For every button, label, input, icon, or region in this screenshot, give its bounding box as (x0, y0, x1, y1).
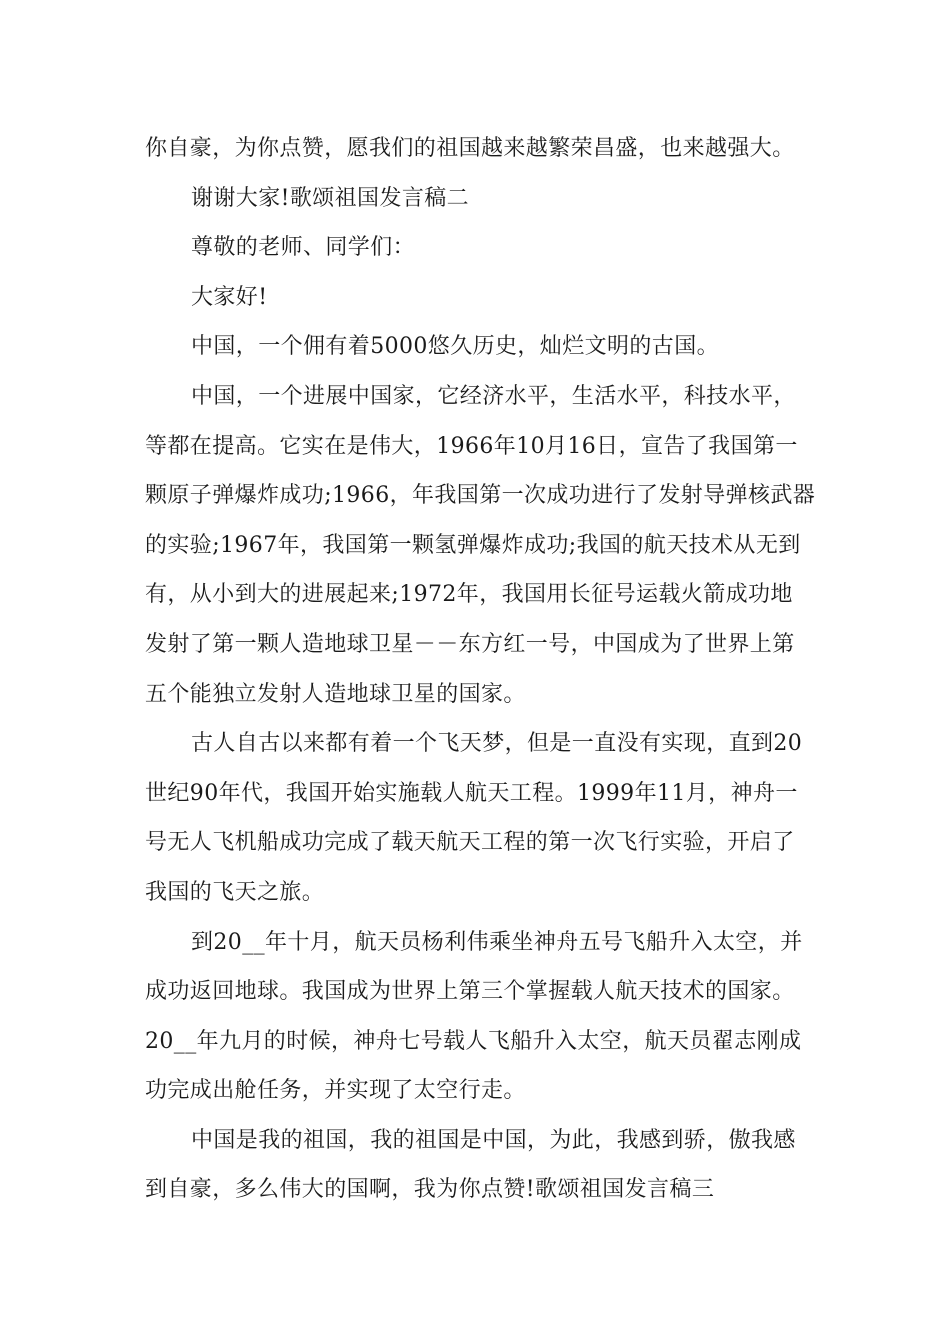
text-line: 号无人飞机船成功完成了载天航天工程的第一次飞行实验，开启了 (145, 830, 795, 856)
text-line: 古人自古以来都有着一个飞天梦，但是一直没有实现，直到20 (191, 731, 803, 757)
text-line: 你自豪，为你点赞，愿我们的祖国越来越繁荣昌盛，也来越强大。 (145, 136, 795, 161)
text-line: 成功返回地球。我国成为世界上第三个掌握载人航天技术的国家。 (145, 979, 795, 1005)
text-line: 到20__年十月，航天员杨利伟乘坐神舟五号飞船升入太空，并 (191, 929, 803, 955)
text-line: 中国，一个佣有着5000悠久历史，灿烂文明的古国。 (191, 334, 719, 360)
text-line: 等都在提高。它实在是伟大，1966年10月16日，宣告了我国第一 (145, 433, 798, 459)
text-line: 谢谢大家!歌颂祖国发言稿二 (191, 185, 470, 211)
text-line: 20__年九月的时候，神舟七号载人飞船升入太空，航天员翟志刚成 (145, 1028, 802, 1054)
text-line: 的实验;1967年，我国第一颗氢弹爆炸成功;我国的航天技术从无到 (145, 532, 801, 558)
text-line: 我国的飞天之旅。 (145, 879, 325, 905)
text-line: 世纪90年代，我国开始实施载人航天工程。1999年11月，神舟一 (145, 780, 798, 806)
greeting: 大家好! (191, 284, 268, 310)
text-line: 颗原子弹爆炸成功;1966，年我国第一次成功进行了发射导弹核武器 (145, 483, 816, 509)
text-line: 发射了第一颗人造地球卫星－－东方红一号，中国成为了世界上第 (145, 631, 795, 657)
text-line: 中国是我的祖国，我的祖国是中国，为此，我感到骄，傲我感 (191, 1127, 796, 1153)
text-line: 中国，一个进展中国家，它经济水平，生活水平，科技水平， (191, 383, 796, 409)
salutation: 尊敬的老师、同学们： (191, 235, 416, 261)
speech-body (145, 124, 815, 1215)
text-line: 功完成出舱任务，并实现了太空行走。 (145, 1078, 526, 1104)
text-line: 到自豪，多么伟大的国啊，我为你点赞!歌颂祖国发言稿三 (145, 1177, 715, 1203)
text-line: 五个能独立发射人造地球卫星的国家。 (145, 681, 526, 707)
text-line: 有，从小到大的进展起来;1972年，我国用长征号运载火箭成功地 (145, 582, 793, 608)
